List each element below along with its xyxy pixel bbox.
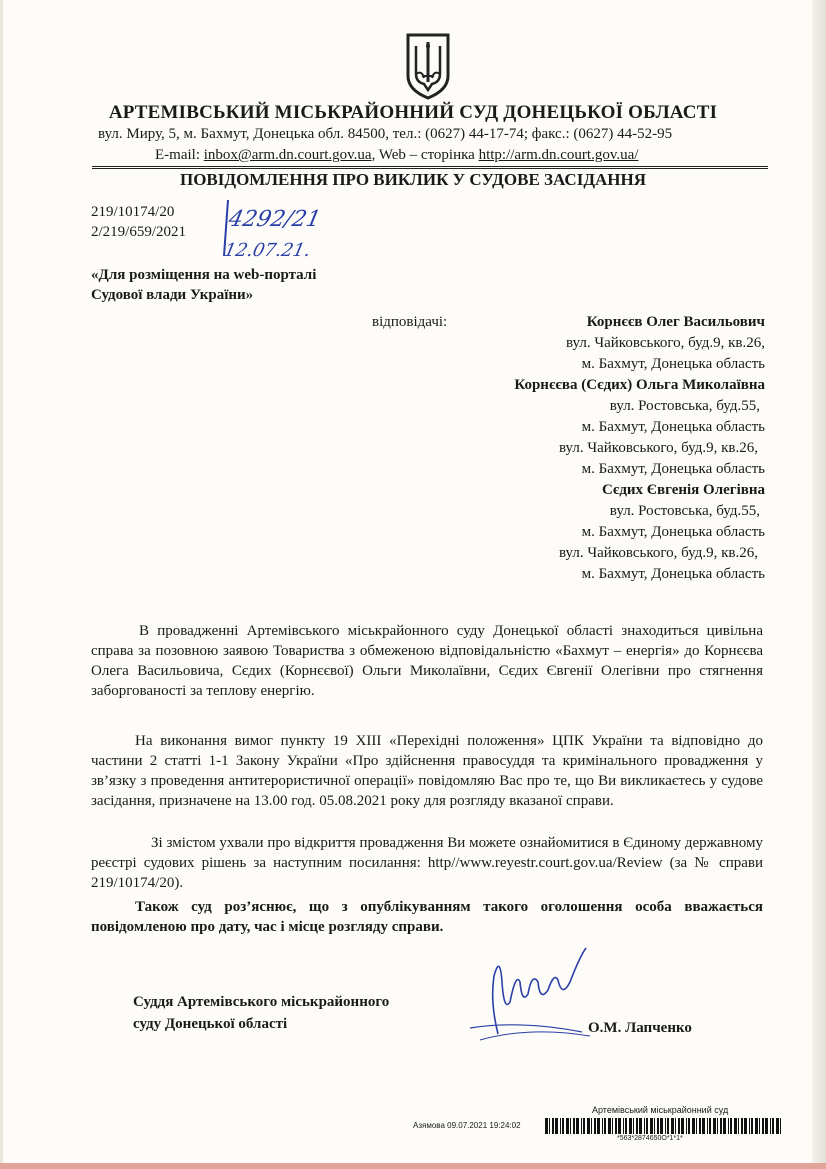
court-name: АРТЕМІВСЬКИЙ МІСЬКРАЙОННИЙ СУД ДОНЕЦЬКОЇ ОБЛАСТІ xyxy=(108,102,718,123)
court-address: вул. Миру, 5, м. Бахмут, Донецька обл. 84500, тел.: (0627) 44-17-74; факс.: (0627) 44-52-95 xyxy=(98,126,673,142)
respondent-address-line: м. Бахмут, Донецька область xyxy=(581,566,765,582)
body-paragraph-4: Також суд роз’яснює, що з опублікуванням такого оголошення особа вважається повідомленою про дату, час і місце розгляду справи. xyxy=(91,899,763,935)
web-prefix: , Web – сторінка xyxy=(371,147,479,163)
respondent-address-line: м. Бахмут, Донецька область xyxy=(581,419,765,435)
respondent-address-line: м. Бахмут, Донецька область xyxy=(581,524,765,540)
respondent-address-line: вул. Чайковського, буд.9, кв.26, xyxy=(558,545,758,561)
respondent-address-line: вул. Ростовська, буд.55, xyxy=(609,398,760,414)
body-paragraph-3: Зі змістом ухвали про відкриття провадження Ви можете ознайомитися в Єдиному державному реєстрі судових рішень за наступним посилання: http//www.reyestr.court.gov.ua/Review (за № справи 219/10174/20). xyxy=(91,835,763,891)
handwritten-registration xyxy=(222,196,332,268)
respondent-address-line: м. Бахмут, Донецька область xyxy=(581,356,765,372)
document-title: ПОВІДОМЛЕННЯ ПРО ВИКЛИК У СУДОВЕ ЗАСІДАННЯ xyxy=(179,170,647,189)
case-number: 219/10174/20 xyxy=(91,204,175,220)
header-divider-bottom xyxy=(92,168,768,169)
portal-note-line-2: Судової влади України» xyxy=(91,287,254,303)
court-contacts xyxy=(155,147,638,164)
respondent-name: Корнєєва (Сєдих) Ольга Миколаївна xyxy=(514,377,765,393)
respondent-name: Корнєєв Олег Васильович xyxy=(586,314,765,330)
stamp-barcode-code: *563*2874650О*1*1* xyxy=(617,1135,683,1142)
respondent-address-line: вул. Ростовська, буд.55, xyxy=(609,503,760,519)
respondents-label: відповідачі: xyxy=(372,314,448,330)
handwritten-date: 12.07.21. xyxy=(222,240,313,261)
stamp-court-name: Артемівський міськрайонний суд xyxy=(592,1105,729,1115)
stamp-registry: Азямова 09.07.2021 19:24:02 xyxy=(413,1121,521,1130)
body-paragraph-2: На виконання вимог пункту 19 ХIII «Перехідні положення» ЦПК України та відповідно до частини 2 статті 1-1 Закону України «Про здійснення правосуддя та кримінального провадження у зв’язку з проведення антитерористичної операції» повідомляю Вас про те, що Ви викликаєтесь у судове засідання, призначене на 13.00 год. 05.08.2021 року для розгляду вказаної справи. xyxy=(91,733,763,809)
portal-note-line-1: «Для розміщення на web-порталі xyxy=(91,267,317,283)
website-link[interactable]: http://arm.dn.court.gov.ua/ xyxy=(478,147,639,163)
judge-position-line-2: суду Донецької області xyxy=(133,1016,288,1032)
body-paragraph-1: В провадженні Артемівського міськрайонного суду Донецької області знаходиться цивільна справа за позовною заявою Товариства з обмеженою відповідальністю «Бахмут – енергія» до Корнєєва Олега Васильовича, Сєдих (Корнєєвої) Ольги Миколаївни, Сєдих Євгенії Олегівни про стягнення заборгованості за теплову енергію. xyxy=(91,623,763,699)
email-link[interactable]: inbox@arm.dn.court.gov.ua xyxy=(203,147,372,163)
header-divider-top xyxy=(92,166,768,167)
handwritten-number: 4292/21 xyxy=(226,206,324,232)
proceeding-number: 2/219/659/2021 xyxy=(91,224,187,240)
judge-name: О.М. Лапченко xyxy=(588,1020,692,1036)
scan-edge-bottom xyxy=(0,1163,826,1169)
judge-signature xyxy=(450,942,600,1052)
respondent-address-line: м. Бахмут, Донецька область xyxy=(581,461,765,477)
respondent-address-line: вул. Чайковського, буд.9, кв.26, xyxy=(565,335,765,351)
coat-of-arms-icon xyxy=(402,32,454,100)
respondent-name: Сєдих Євгенія Олегівна xyxy=(602,482,765,498)
respondent-address-line: вул. Чайковського, буд.9, кв.26, xyxy=(558,440,758,456)
judge-position-line-1: Суддя Артемівського міськрайонного xyxy=(133,994,390,1010)
email-prefix: E-mail: xyxy=(155,147,204,163)
barcode-icon xyxy=(545,1118,781,1134)
